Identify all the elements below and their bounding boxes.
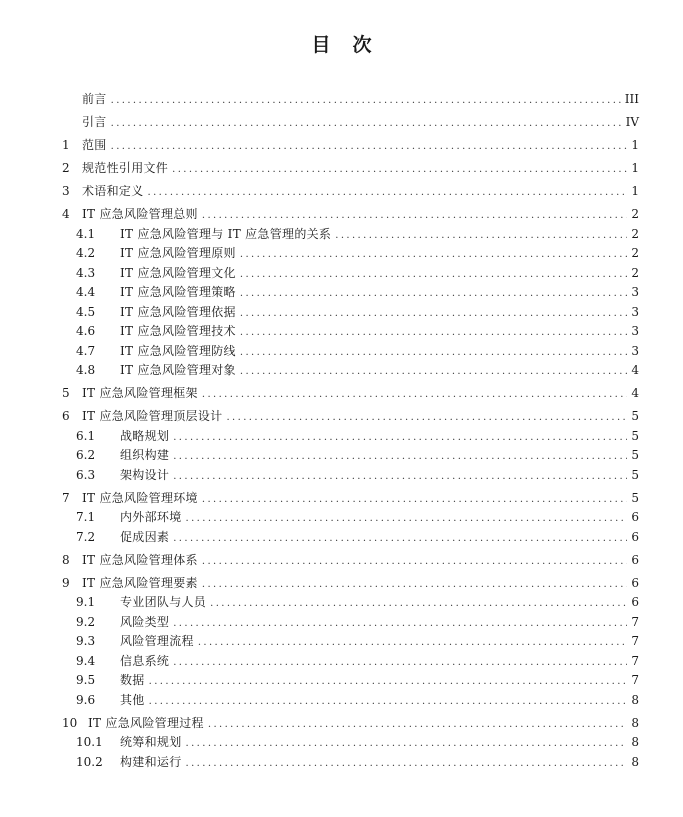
toc-entry-title: 前言 (82, 92, 107, 106)
toc-entry-page: 2 (631, 246, 639, 260)
toc-entry[interactable] (62, 342, 639, 362)
toc-entry-number: 10.2 (76, 754, 103, 769)
toc-entry-title: IT 应急风险管理与 IT 应急管理的关系 (120, 226, 332, 241)
toc-entry-title: 统筹和规划 (120, 735, 182, 749)
toc-entry[interactable] (62, 714, 639, 734)
toc-entry-page: 6 (631, 529, 639, 544)
toc-dot-leader (202, 206, 627, 226)
toc-entry-page: 2 (631, 265, 639, 280)
toc-entry-title: IT 应急风险管理技术 (120, 324, 236, 338)
toc-entry[interactable] (62, 159, 639, 179)
toc-dot-leader (149, 672, 627, 692)
toc-entry-number: 1 (62, 138, 70, 152)
toc-entry[interactable] (62, 652, 639, 672)
toc-entry-page: 6 (631, 552, 639, 567)
toc-entry-title: 专业团队与人员 (120, 595, 207, 609)
toc-dot-leader (240, 323, 627, 343)
toc-entry-page: 7 (631, 673, 639, 687)
toc-entry[interactable] (62, 384, 639, 404)
toc-entry-title: 风险类型 (120, 614, 170, 629)
toc-entry-page: 7 (631, 634, 639, 648)
toc-entry[interactable] (62, 407, 639, 427)
toc-entry-title: IT 应急风险管理体系 (82, 552, 198, 567)
toc-dot-leader (173, 447, 627, 467)
toc-entry-title: IT 应急风险管理对象 (120, 363, 236, 377)
toc-dot-leader (173, 467, 627, 487)
toc-entry-page: 8 (631, 715, 639, 730)
toc-entry[interactable] (62, 733, 639, 753)
toc-entry-page: 3 (631, 285, 639, 299)
toc-dot-leader (240, 362, 627, 382)
toc-entry-page: 5 (631, 428, 639, 443)
toc-dot-leader (148, 183, 627, 203)
toc-entry-number: 9.2 (76, 614, 96, 629)
toc-entry-number: 10 (62, 715, 78, 730)
toc-entry-number: 3 (62, 184, 70, 198)
toc-entry-title: 其他 (120, 692, 145, 707)
toc-entry-number: 9.4 (76, 653, 96, 668)
toc-entry-title: IT 应急风险管理策略 (120, 285, 236, 299)
toc-entry[interactable] (62, 113, 639, 133)
toc-dot-leader (173, 529, 627, 549)
toc-entry-page: 7 (631, 653, 639, 668)
toc-entry[interactable] (62, 427, 639, 447)
toc-entry-page: 6 (631, 510, 639, 524)
toc-entry-number: 6 (62, 409, 70, 423)
toc-entry-number: 4.4 (76, 285, 96, 299)
toc-entry-page: 1 (631, 184, 639, 198)
toc-dot-leader (111, 114, 622, 134)
toc-entry-number: 6.1 (76, 428, 96, 443)
toc-dot-leader (210, 594, 627, 614)
toc-dot-leader (240, 304, 627, 324)
toc-entry[interactable] (62, 489, 639, 509)
toc-entry-title: 规范性引用文件 (82, 161, 169, 175)
toc-dot-leader (208, 715, 627, 735)
toc-entry-number: 7.2 (76, 529, 96, 544)
toc-entry-page: 8 (631, 735, 639, 749)
toc-entry-number: 9.1 (76, 595, 96, 609)
toc-entry-title: IT 应急风险管理顶层设计 (82, 409, 223, 423)
toc-entry-title: 信息系统 (120, 653, 170, 668)
toc-entry-title: IT 应急风险管理要素 (82, 575, 198, 590)
toc-entry-title: 术语和定义 (82, 184, 144, 198)
toc-entry-page: 6 (631, 575, 639, 590)
toc-entry-page: 1 (631, 161, 639, 175)
toc-entry[interactable] (62, 508, 639, 528)
toc-dot-leader (186, 754, 627, 774)
toc-entry-number: 4.6 (76, 324, 96, 338)
toc-entry[interactable] (62, 466, 639, 486)
toc-entry[interactable] (62, 446, 639, 466)
title-char-2: 次 (352, 34, 372, 56)
toc-entry[interactable] (62, 361, 639, 381)
toc-entry-number: 7.1 (76, 510, 96, 524)
toc-entry[interactable] (62, 691, 639, 711)
toc-entry-title: IT 应急风险管理环境 (82, 490, 198, 505)
toc-entry-page: 5 (631, 467, 639, 482)
toc-entry-number: 4.3 (76, 265, 96, 280)
toc-entry-page: 3 (631, 304, 639, 319)
table-of-contents (62, 90, 639, 772)
toc-dot-leader (202, 385, 627, 405)
toc-entry-number: 9.6 (76, 692, 96, 707)
page-title (0, 30, 683, 57)
toc-entry[interactable] (62, 671, 639, 691)
toc-entry-number: 9.5 (76, 673, 96, 687)
toc-dot-leader (111, 91, 621, 111)
toc-entry-number: 7 (62, 490, 70, 505)
toc-entry-page: 5 (631, 490, 639, 505)
toc-entry[interactable] (62, 264, 639, 284)
toc-entry-page: 3 (631, 343, 639, 358)
toc-dot-leader (202, 575, 627, 595)
toc-entry-page: 5 (631, 409, 639, 423)
toc-entry-title: IT 应急风险管理总则 (82, 207, 198, 221)
toc-dot-leader (173, 428, 627, 448)
toc-dot-leader (111, 137, 627, 157)
toc-entry-page: 3 (631, 324, 639, 338)
toc-entry[interactable] (62, 90, 639, 110)
toc-entry-page: 4 (631, 363, 639, 377)
toc-dot-leader (240, 284, 627, 304)
toc-entry-title: IT 应急风险管理依据 (120, 304, 236, 319)
toc-dot-leader (335, 226, 627, 246)
toc-entry[interactable] (62, 225, 639, 245)
toc-entry-title: 内外部环境 (120, 510, 182, 524)
toc-entry-page: 2 (631, 226, 639, 241)
toc-entry[interactable] (62, 283, 639, 303)
toc-dot-leader (198, 633, 627, 653)
toc-dot-leader (186, 734, 627, 754)
toc-entry[interactable] (62, 574, 639, 594)
toc-entry-page: 8 (631, 754, 639, 769)
toc-entry-page: 7 (631, 614, 639, 629)
toc-entry-title: IT 应急风险管理防线 (120, 343, 236, 358)
toc-entry-number: 4.2 (76, 246, 96, 260)
toc-entry-title: 构建和运行 (120, 754, 182, 769)
toc-entry-title: 架构设计 (120, 467, 170, 482)
toc-entry[interactable] (62, 551, 639, 571)
toc-entry-title: 风险管理流程 (120, 634, 194, 648)
toc-dot-leader (173, 653, 627, 673)
toc-entry-number: 5 (62, 386, 70, 400)
toc-entry-title: 引言 (82, 115, 107, 129)
toc-entry-page: 8 (631, 692, 639, 707)
toc-dot-leader (173, 614, 627, 634)
toc-entry[interactable] (62, 593, 639, 613)
toc-dot-leader (240, 265, 627, 285)
toc-entry-title: 范围 (82, 138, 107, 152)
toc-entry[interactable] (62, 205, 639, 225)
toc-entry[interactable] (62, 303, 639, 323)
title-char-1: 目 (311, 34, 331, 56)
toc-entry-number: 4.7 (76, 343, 96, 358)
toc-entry-number: 4.5 (76, 304, 96, 319)
toc-entry-title: IT 应急风险管理框架 (82, 386, 198, 400)
toc-dot-leader (186, 509, 627, 529)
toc-entry-number: 9 (62, 575, 70, 590)
toc-entry-title: 战略规划 (120, 428, 170, 443)
toc-entry-title: 组织构建 (120, 448, 170, 462)
toc-dot-leader (202, 552, 627, 572)
toc-entry-page: 5 (631, 448, 639, 462)
toc-entry-number: 9.3 (76, 634, 96, 648)
toc-entry-title: 促成因素 (120, 529, 170, 544)
toc-entry-title: IT 应急风险管理原则 (120, 246, 236, 260)
toc-entry[interactable] (62, 322, 639, 342)
toc-entry-number: 4 (62, 207, 70, 221)
toc-dot-leader (240, 343, 627, 363)
toc-entry-title: IT 应急风险管理文化 (120, 265, 236, 280)
toc-entry[interactable] (62, 528, 639, 548)
toc-dot-leader (149, 692, 627, 712)
toc-entry-number: 4.1 (76, 226, 96, 241)
toc-entry[interactable] (62, 244, 639, 264)
toc-entry-page: 1 (631, 138, 639, 152)
toc-entry-title: IT 应急风险管理过程 (88, 715, 204, 730)
toc-entry-page: 4 (631, 386, 639, 400)
toc-entry-number: 6.3 (76, 467, 96, 482)
toc-entry-number: 10.1 (76, 735, 103, 749)
toc-entry-page: IV (625, 115, 639, 129)
toc-entry[interactable] (62, 136, 639, 156)
toc-entry[interactable] (62, 613, 639, 633)
toc-entry[interactable] (62, 632, 639, 652)
toc-entry-number: 8 (62, 552, 70, 567)
toc-dot-leader (240, 245, 627, 265)
toc-entry[interactable] (62, 182, 639, 202)
toc-dot-leader (202, 490, 627, 510)
toc-entry-page: 6 (631, 595, 639, 609)
toc-dot-leader (226, 408, 627, 428)
toc-entry-page: III (624, 92, 639, 106)
toc-entry-number: 4.8 (76, 363, 96, 377)
toc-dot-leader (172, 160, 627, 180)
toc-entry[interactable] (62, 753, 639, 773)
toc-entry-title: 数据 (120, 673, 145, 687)
toc-entry-number: 2 (62, 161, 70, 175)
toc-entry-page: 2 (631, 207, 639, 221)
toc-entry-number: 6.2 (76, 448, 96, 462)
